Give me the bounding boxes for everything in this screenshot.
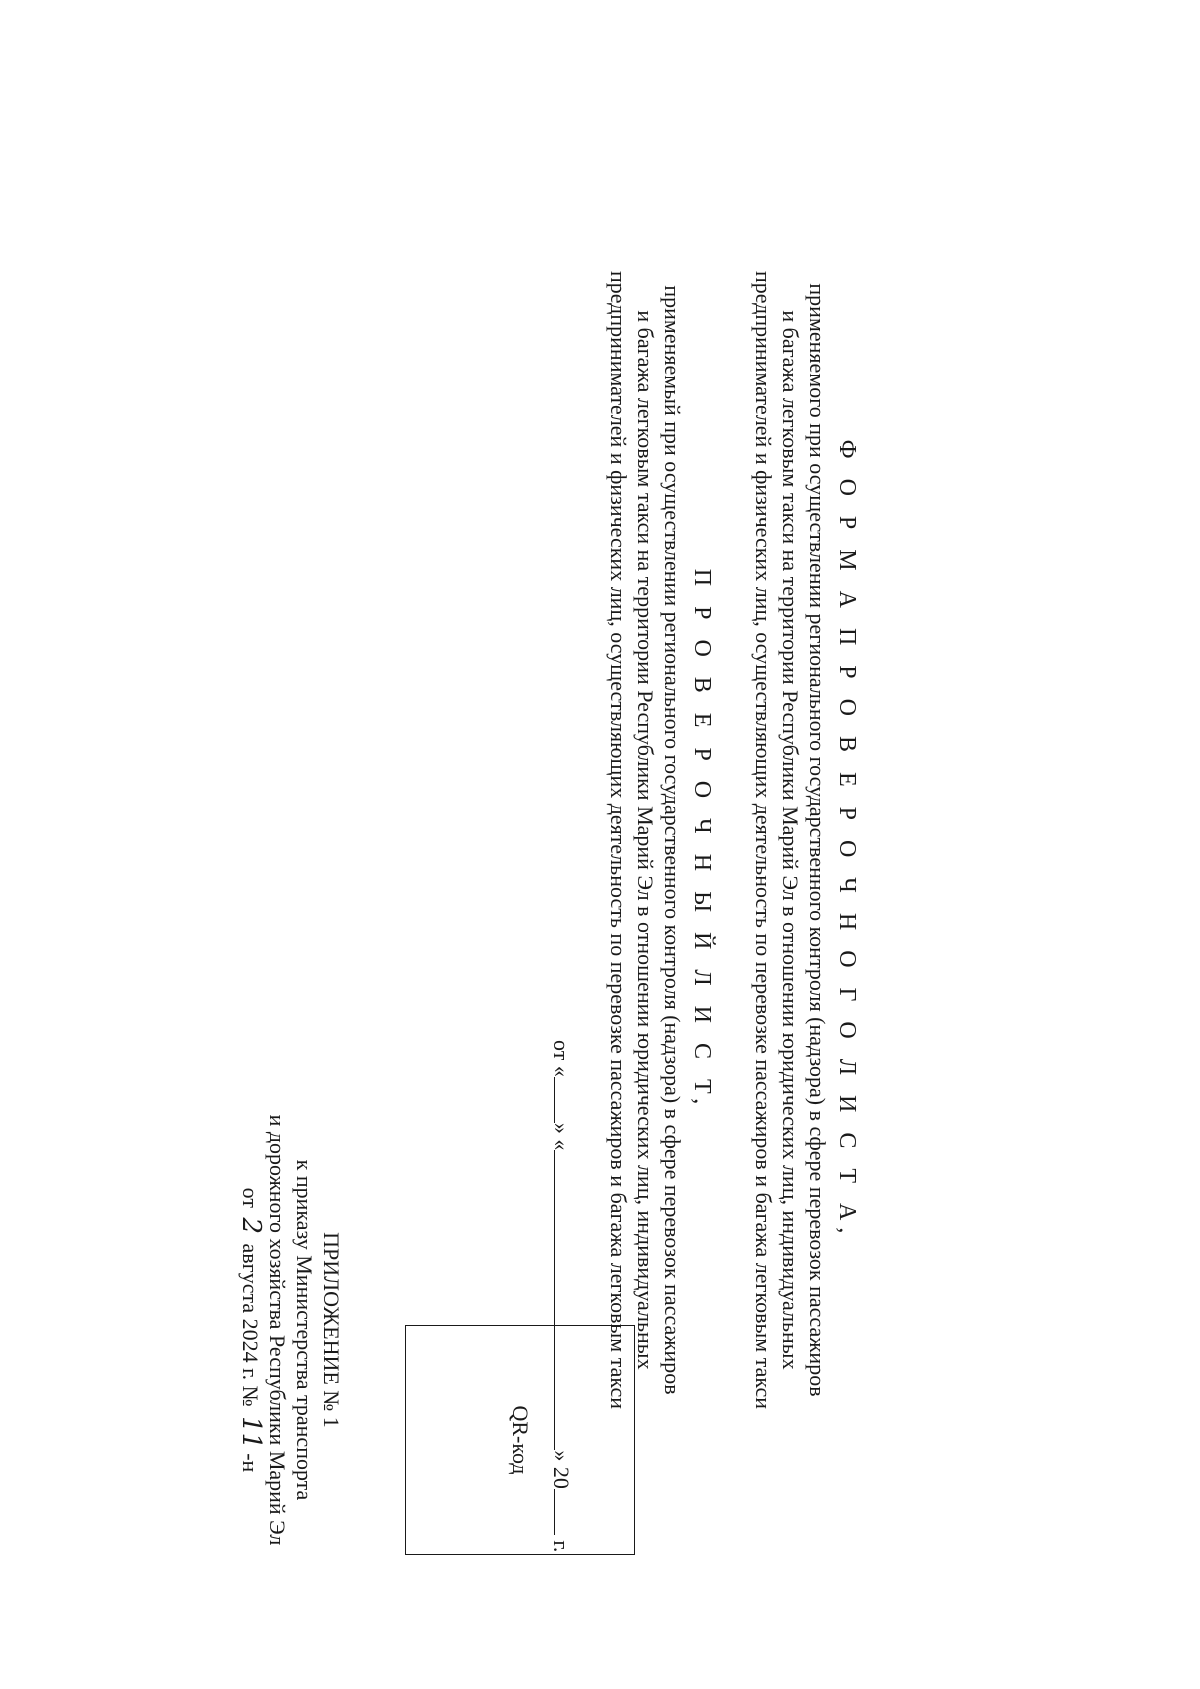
appendix-date-rest: августа 2024 г. № xyxy=(238,1243,263,1407)
qr-code-placeholder xyxy=(405,1325,635,1555)
sheet-heading-block xyxy=(605,60,715,1620)
sheet-subtitle-line: и багажа легковым такси на территории Республики Марий Эл в отношении юридических лиц, индивидуальных xyxy=(633,310,658,1370)
sheet-date-line xyxy=(548,1040,575,1660)
appendix-order-suffix: -н xyxy=(238,1453,263,1473)
appendix-date-line xyxy=(237,1020,264,1640)
appendix-ministry: и дорожного хозяйства Республики Марий Эл xyxy=(265,1114,290,1546)
sheet-title: П Р О В Е Р О Ч Н Ы Й Л И С Т, xyxy=(689,568,715,1112)
appendix-order-number: 11 xyxy=(236,1416,266,1450)
appendix-order-ref: к приказу Министерства транспорта xyxy=(292,1159,317,1501)
date-day-blank xyxy=(554,1077,573,1123)
date-month-blank xyxy=(554,1150,573,1450)
appendix-date-day: 2 xyxy=(236,1217,266,1235)
form-subtitle-line: предпринимателей и физических лиц, осуществляющих деятельность по перевозке пассажиров и багажа легковым такси xyxy=(751,270,776,1410)
appendix-header xyxy=(237,1020,345,1640)
date-year-blank xyxy=(554,1489,573,1535)
date-year-prefix: » 20 xyxy=(549,1450,574,1489)
date-prefix: от « xyxy=(549,1040,574,1077)
date-suffix: г. xyxy=(549,1540,574,1553)
sheet-subtitle-line: предпринимателей и физических лиц, осуществляющих деятельность по перевозке пассажиров и багажа легковым такси xyxy=(606,270,631,1410)
qr-code-label: QR-код xyxy=(508,1405,533,1475)
form-subtitle-line: применяемого при осуществлении регионального государственного контроля (надзора) в сфере перевозок пассажиров xyxy=(805,283,830,1397)
appendix-date-prefix: от xyxy=(238,1187,263,1208)
date-mid: » « xyxy=(549,1122,574,1151)
form-heading-block xyxy=(750,60,860,1620)
sheet-subtitle-line: применяемый при осуществлении регионального государственного контроля (надзора) в сфере перевозок пассажиров xyxy=(660,285,685,1395)
form-subtitle-line: и багажа легковым такси на территории Республики Марий Эл в отношении юридических лиц, индивидуальных xyxy=(778,310,803,1370)
form-title: Ф О Р М А П Р О В Е Р О Ч Н О Г О Л И С Т А, xyxy=(834,439,860,1241)
appendix-title: ПРИЛОЖЕНИЕ № 1 xyxy=(319,1232,344,1428)
